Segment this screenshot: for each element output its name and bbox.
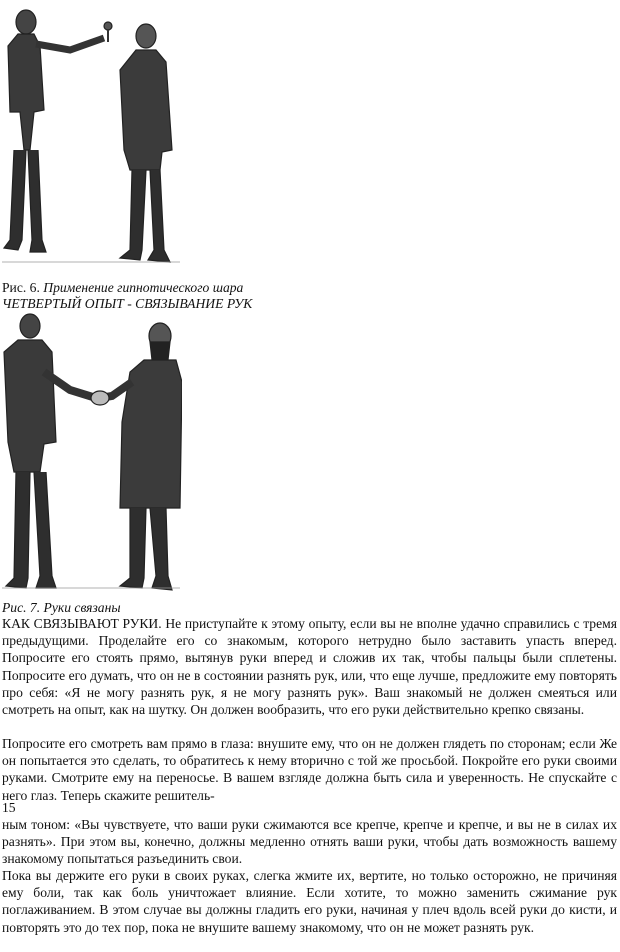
figure-6-caption — [2, 280, 243, 296]
body-paragraph-3: ным тоном: «Вы чувствуете, что ваши руки сжимаются все крепче, крепче и крепче, и вы не в силах их разнять». При этом вы, конечно, должны медленно отнять ваши руки, чтобы дать возможность вашему знакомому попытаться разъединить свои. — [2, 817, 617, 867]
body-paragraph-4: Пока вы держите его руки в своих руках, слегка жмите их, вертите, но только осторожно, не причиняя ему боли, так как боль уничтожает влияние. Если хотите, то можно заменить сжимание рук поглаживанием. В этом случае вы должны гладить его руки, начиная у плеч вдоль всей руки до кисти, и повторять это до тех пор, пока не внушите вашему знакомому, что он не может разнять рук. — [2, 868, 617, 935]
page-number: 15 — [2, 800, 16, 815]
figure-6-illustration — [0, 0, 182, 270]
body-paragraph-1: КАК СВЯЗЫВАЮТ РУКИ. Не приступайте к этому опыту, если вы не вполне удачно справились с тремя предыдущими. Проделайте его со знакомым, которого нетрудно было заставить упасть вперед. Попросите его стоять прямо, вытянув руки вперед и сложив их так, чтобы пальцы были сплетены. Попросите его думать, что он не в состоянии разнять рук, или, что еще лучше, предложите ему повторять про себя: «Я не могу разнять рук, я не могу разнять рук». Ваш знакомый не должен смеяться или смотреть на опыт, как на шутку. Он должен вообразить, что его руки действительно крепко связаны. — [2, 616, 617, 718]
figure-6-caption-prefix: Рис. 6. — [2, 280, 44, 295]
figure-6-caption-text: Применение гипнотического шара — [43, 280, 244, 295]
figure-7-illustration — [0, 312, 182, 594]
section-title: ЧЕТВЕРТЫЙ ОПЫТ - СВЯЗЫВАНИЕ РУК — [2, 296, 253, 311]
figure-7-caption: Рис. 7. Руки связаны — [2, 600, 121, 615]
body-paragraph-2: Попросите его смотреть вам прямо в глаза: внушите ему, что он не должен глядеть по сторонам; если Же он попытается это сделать, то обратитесь к нему вторично с той же просьбой. Покройте его руки своими руками. Смотрите ему на переносье. В вашем взгляде должна быть сила и уверенность. Не спускайте с него глаз. Теперь скажите решитель- — [2, 736, 617, 803]
